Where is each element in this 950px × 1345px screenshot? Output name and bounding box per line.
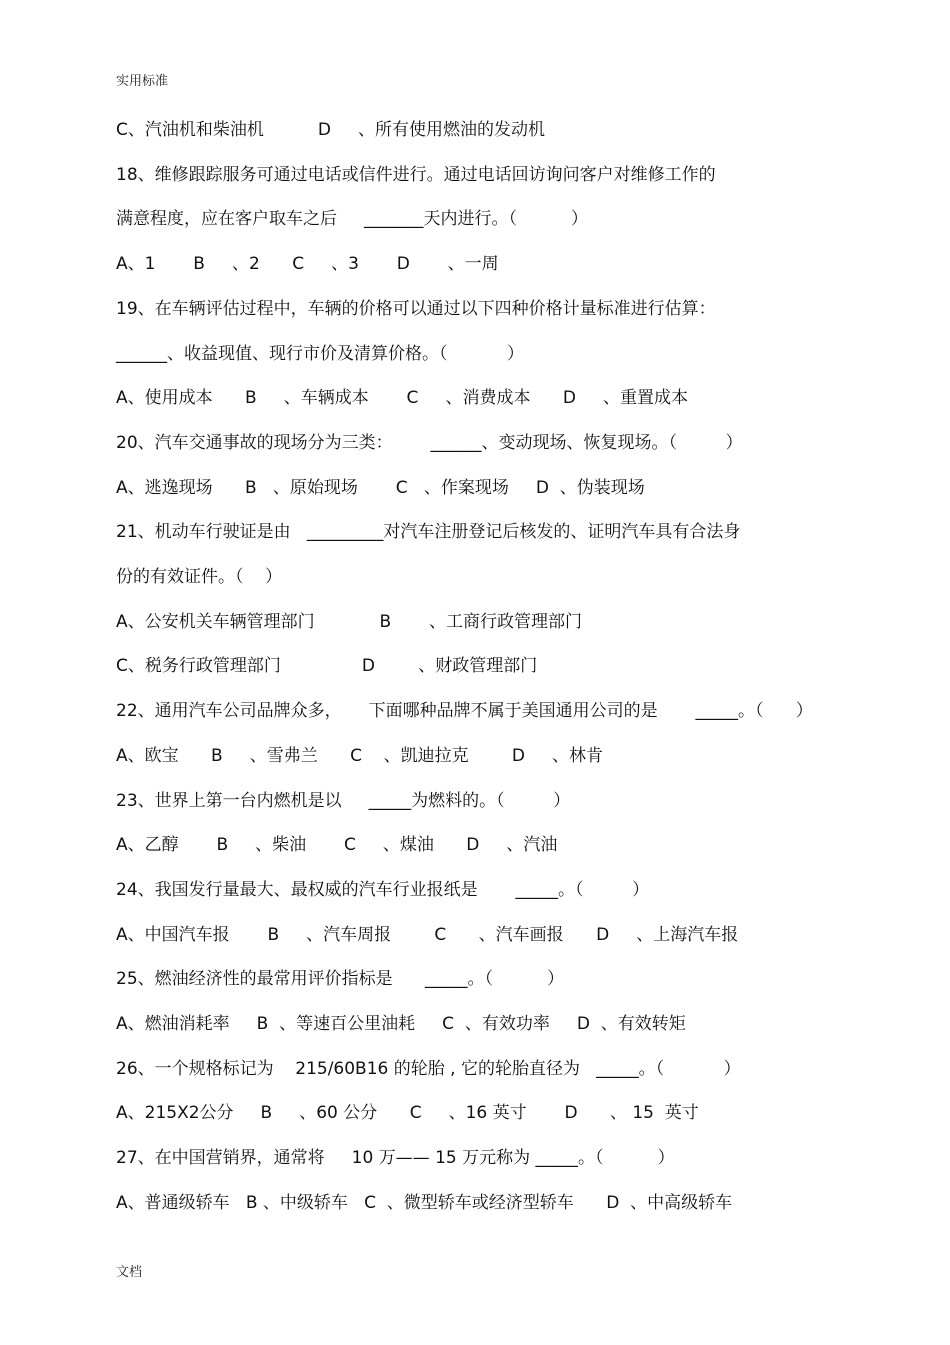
text-line: A、乙醇 B 、柴油 C 、煤油 D 、汽油 (116, 835, 558, 855)
text-line: 24、我国发行量最大、最权威的汽车行业报纸是 _____。（ ） (116, 880, 650, 900)
text-line: 25、燃油经济性的最常用评价指标是 _____。（ ） (116, 969, 565, 989)
page-footer: 文档 (116, 1265, 143, 1280)
text-line: A、中国汽车报 B 、汽车周报 C 、汽车画报 D 、上海汽车报 (116, 925, 739, 945)
page-header: 实用标准 (116, 74, 169, 89)
text-line: 26、一个规格标记为 215/60B16 的轮胎 , 它的轮胎直径为 _____。（ ） (116, 1059, 741, 1079)
text-line: 23、世界上第一台内燃机是以 _____为燃料的。（ ） (116, 791, 571, 811)
text-line: A、使用成本 B 、车辆成本 C 、消费成本 D 、重置成本 (116, 388, 688, 408)
text-line: ______、收益现值、现行市价及清算价格。（ ） (116, 344, 524, 364)
text-line: C、税务行政管理部门 D 、财政管理部门 (116, 656, 538, 676)
text-line: A、1 B 、2 C 、3 D 、一周 (116, 254, 499, 274)
text-line: A、燃油消耗率 B 、等速百公里油耗 C 、有效功率 D 、有效转矩 (116, 1014, 686, 1034)
text-line: 22、通用汽车公司品牌众多， 下面哪种品牌不属于美国通用公司的是 _____。（ ） (116, 701, 813, 721)
text-line: 份的有效证件。（ ） (116, 567, 283, 587)
text-line: 21、机动车行驶证是由 _________对汽车注册登记后核发的、证明汽车具有合法身 (116, 522, 741, 542)
text-line: 满意程度，应在客户取车之后 _______天内进行。（ ） (116, 209, 589, 229)
text-line: A、215X2公分 B 、60 公分 C 、16 英寸 D 、 15 英寸 (116, 1103, 699, 1123)
text-line: 19、在车辆评估过程中，车辆的价格可以通过以下四种价格计量标准进行估算： (116, 299, 716, 319)
text-line: C、汽油机和柴油机 D 、所有使用燃油的发动机 (116, 120, 546, 140)
text-line: 27、在中国营销界，通常将 10 万—— 15 万元称为 _____。（ ） (116, 1148, 675, 1168)
text-line: A、普通级轿车 B 、中级轿车 C 、微型轿车或经济型轿车 D 、中高级轿车 (116, 1193, 733, 1213)
text-line: A、公安机关车辆管理部门 B 、工商行政管理部门 (116, 612, 582, 632)
text-line: A、欧宝 B 、雪弗兰 C 、凯迪拉克 D 、林肯 (116, 746, 603, 766)
text-line: 20、汽车交通事故的现场分为三类： ______、变动现场、恢复现场。（ ） (116, 433, 743, 453)
text-line: A、逃逸现场 B 、原始现场 C 、作案现场 D 、伪装现场 (116, 478, 645, 498)
text-line: 18、维修跟踪服务可通过电话或信件进行。通过电话回访询问客户对维修工作的 (116, 165, 716, 185)
